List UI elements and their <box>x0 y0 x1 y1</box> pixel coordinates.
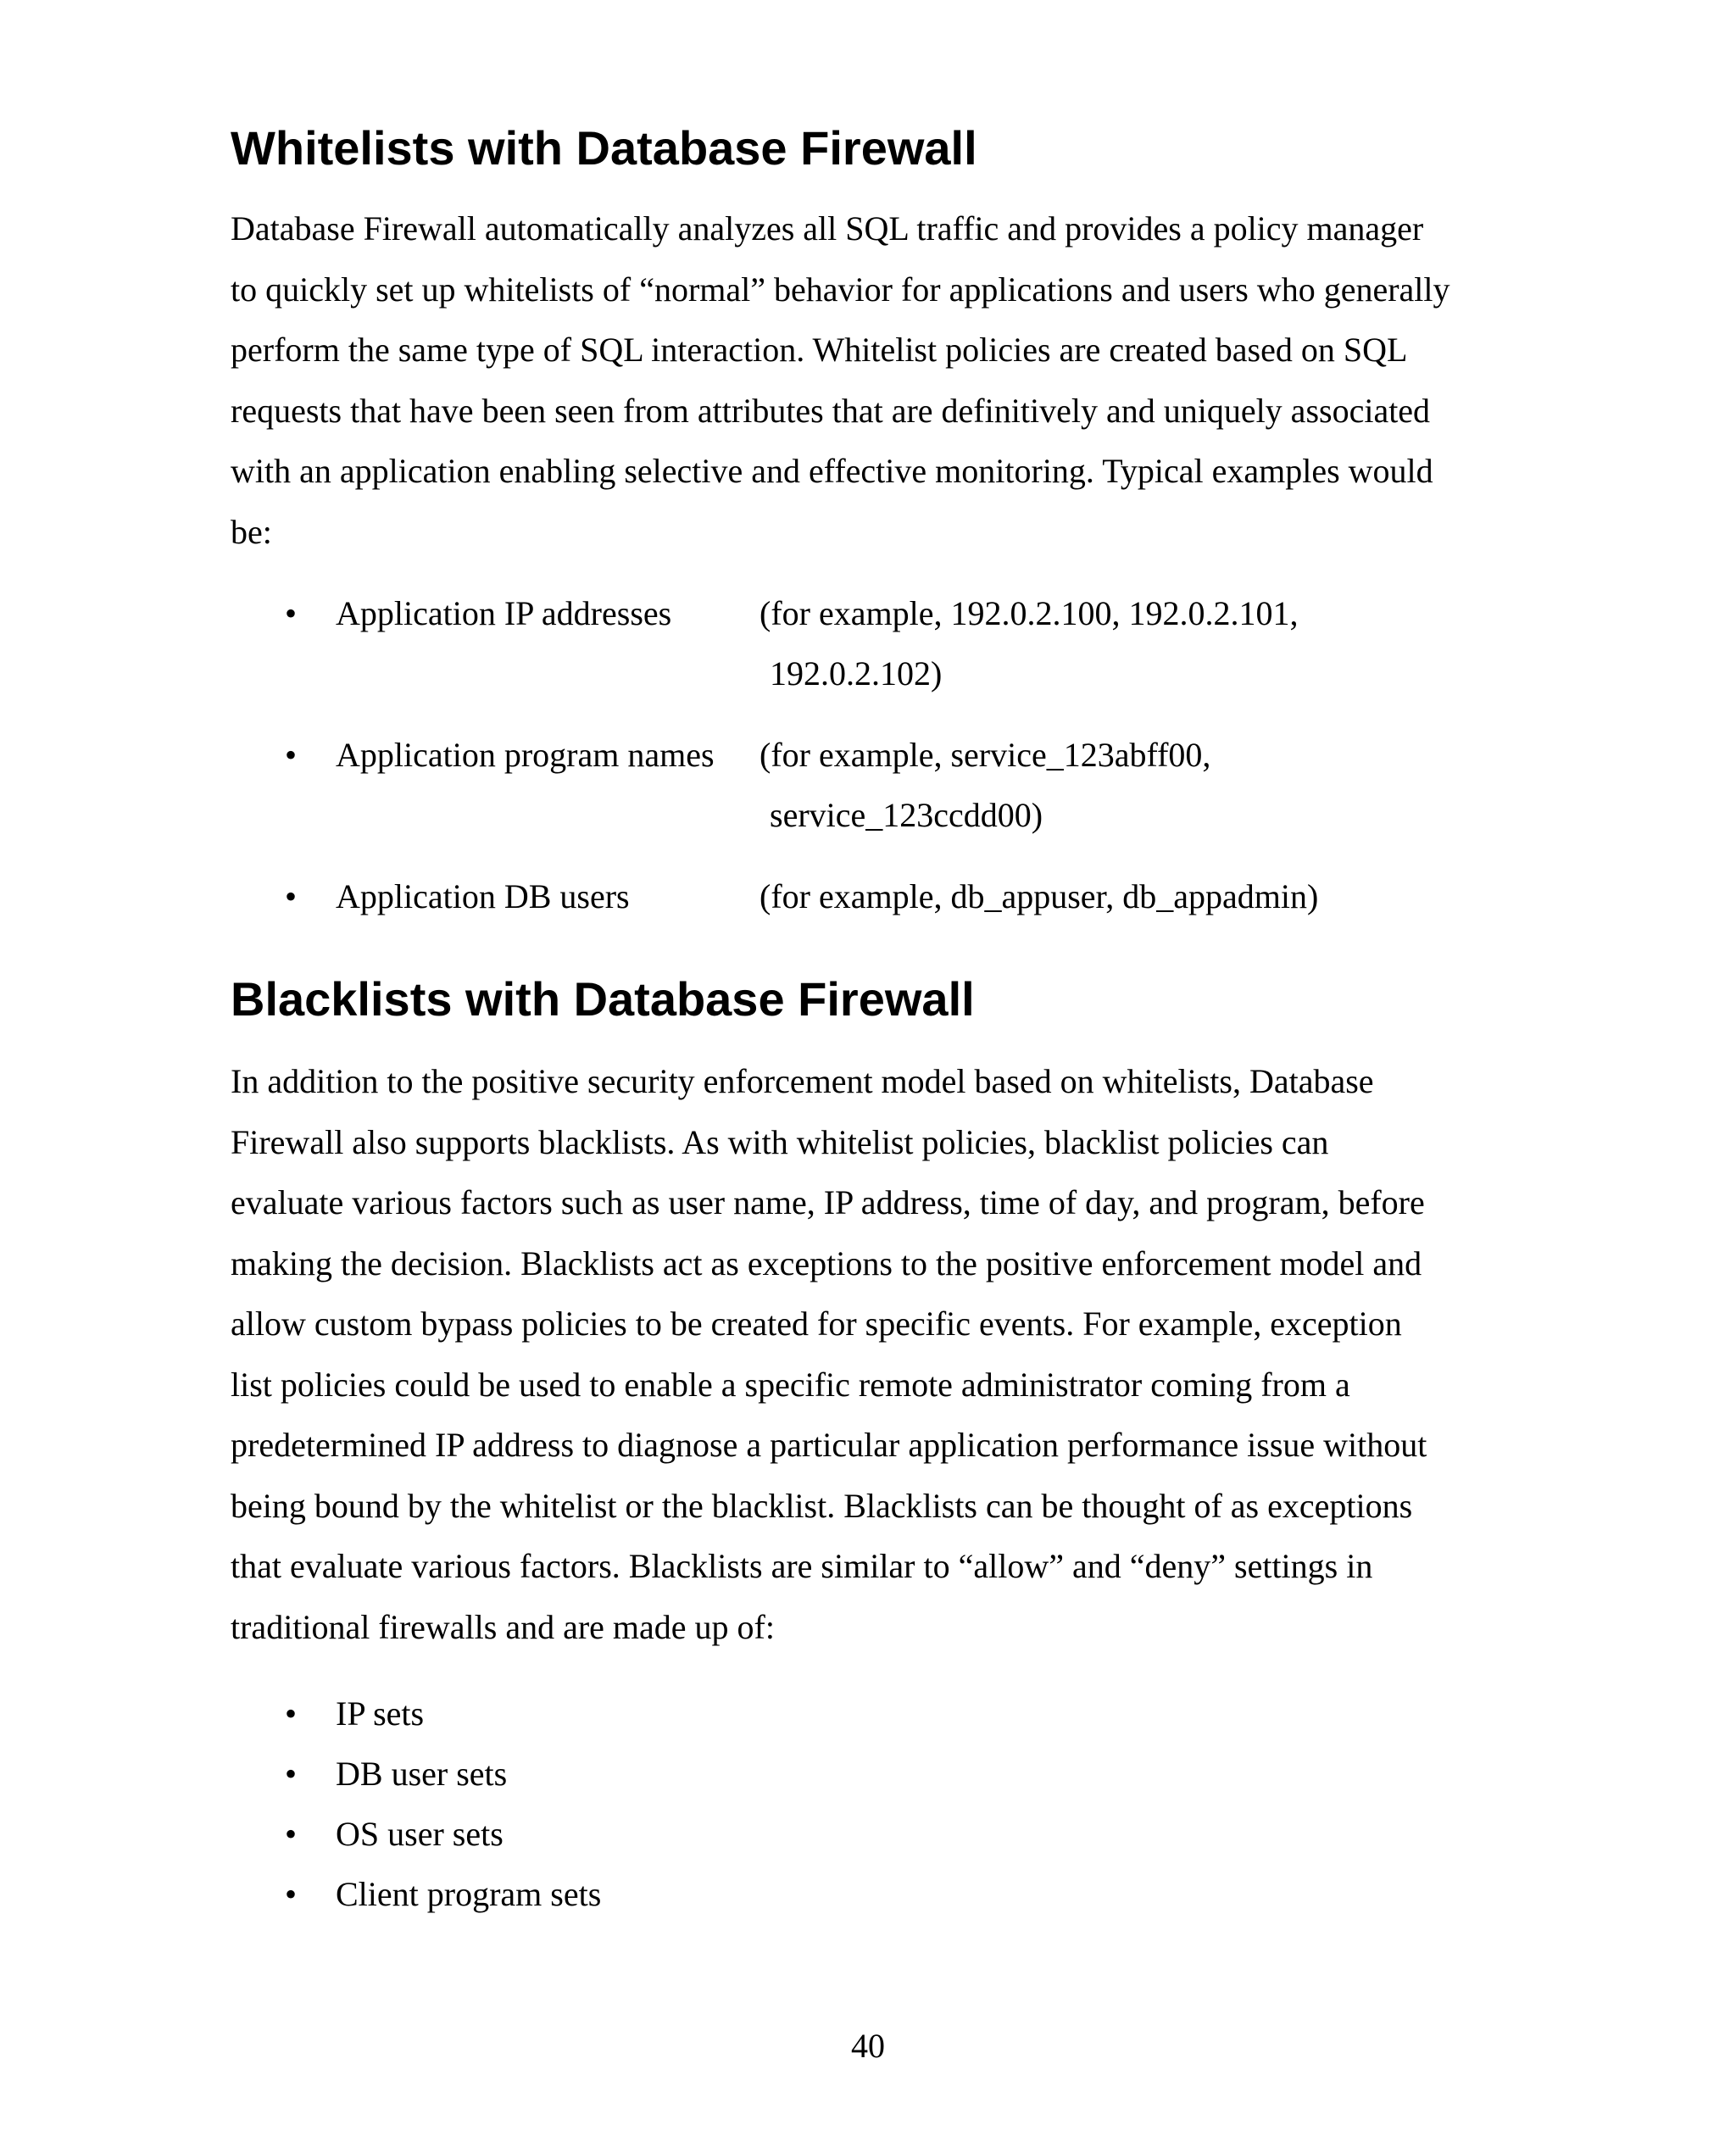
example-line: (for example, db_appuser, db_appadmin) <box>760 877 1319 915</box>
paragraph-line: evaluate various factors such as user name, IP address, time of day, and program, before <box>231 1183 1425 1221</box>
heading-whitelists: Whitelists with Database Firewall <box>231 121 977 175</box>
paragraph-line: be: <box>231 512 272 551</box>
paragraph-line: list policies could be used to enable a specific remote administrator coming from a <box>231 1365 1350 1404</box>
bullet-icon: • <box>285 736 298 774</box>
paragraph-line: being bound by the whitelist or the blacklist. Blacklists can be thought of as exceptions <box>231 1486 1413 1525</box>
paragraph-line: that evaluate various factors. Blacklists are similar to “allow” and “deny” settings in <box>231 1547 1373 1585</box>
paragraph-line: requests that have been seen from attributes that are definitively and uniquely associated <box>231 391 1431 430</box>
paragraph-line: with an application enabling selective and effective monitoring. Typical examples would <box>231 452 1433 490</box>
paragraph-whitelists <box>231 198 1519 562</box>
page-number: 40 <box>851 2027 885 2065</box>
paragraph-line: making the decision. Blacklists act as exceptions to the positive enforcement model and <box>231 1243 1422 1282</box>
paragraph-blacklists <box>231 1051 1519 1657</box>
bullet-label: IP sets <box>336 1694 425 1733</box>
bullet-icon: • <box>285 1755 298 1793</box>
bullet-label: OS user sets <box>336 1815 504 1853</box>
bullet-example <box>760 866 1318 926</box>
paragraph-line: allow custom bypass policies to be created for specific events. For example, exception <box>231 1305 1402 1343</box>
bullet-icon: • <box>285 1815 298 1853</box>
bullet-icon: • <box>285 594 298 632</box>
bullet-label: DB user sets <box>336 1755 508 1793</box>
bullet-label: Application program names <box>336 736 715 774</box>
example-line: (for example, service_123abff00, <box>760 736 1211 774</box>
bullet-label: Client program sets <box>336 1875 602 1913</box>
example-line: service_123ccdd00) <box>770 796 1043 834</box>
bullet-label: Application IP addresses <box>336 594 672 632</box>
paragraph-line: to quickly set up whitelists of “normal” behavior for applications and users who generally <box>231 270 1450 309</box>
paragraph-line: Database Firewall automatically analyzes all SQL traffic and provides a policy manager <box>231 209 1424 248</box>
bullet-icon: • <box>285 1875 298 1913</box>
heading-blacklists: Blacklists with Database Firewall <box>231 972 975 1026</box>
paragraph-line: predetermined IP address to diagnose a particular application performance issue without <box>231 1426 1427 1464</box>
paragraph-line: perform the same type of SQL interaction. Whitelist policies are created based on SQL <box>231 331 1408 369</box>
document-page <box>231 0 1519 2153</box>
bullet-icon: • <box>285 877 298 915</box>
bullet-example <box>760 583 1298 704</box>
bullet-icon: • <box>285 1694 298 1733</box>
paragraph-line: In addition to the positive security enforcement model based on whitelists, Database <box>231 1062 1374 1100</box>
paragraph-line: traditional firewalls and are made up of: <box>231 1607 775 1646</box>
example-line: (for example, 192.0.2.100, 192.0.2.101, <box>760 594 1299 632</box>
example-line: 192.0.2.102) <box>770 654 943 693</box>
bullet-example <box>760 725 1210 845</box>
bullet-label: Application DB users <box>336 877 630 915</box>
paragraph-line: Firewall also supports blacklists. As with whitelist policies, blacklist policies can <box>231 1122 1329 1161</box>
